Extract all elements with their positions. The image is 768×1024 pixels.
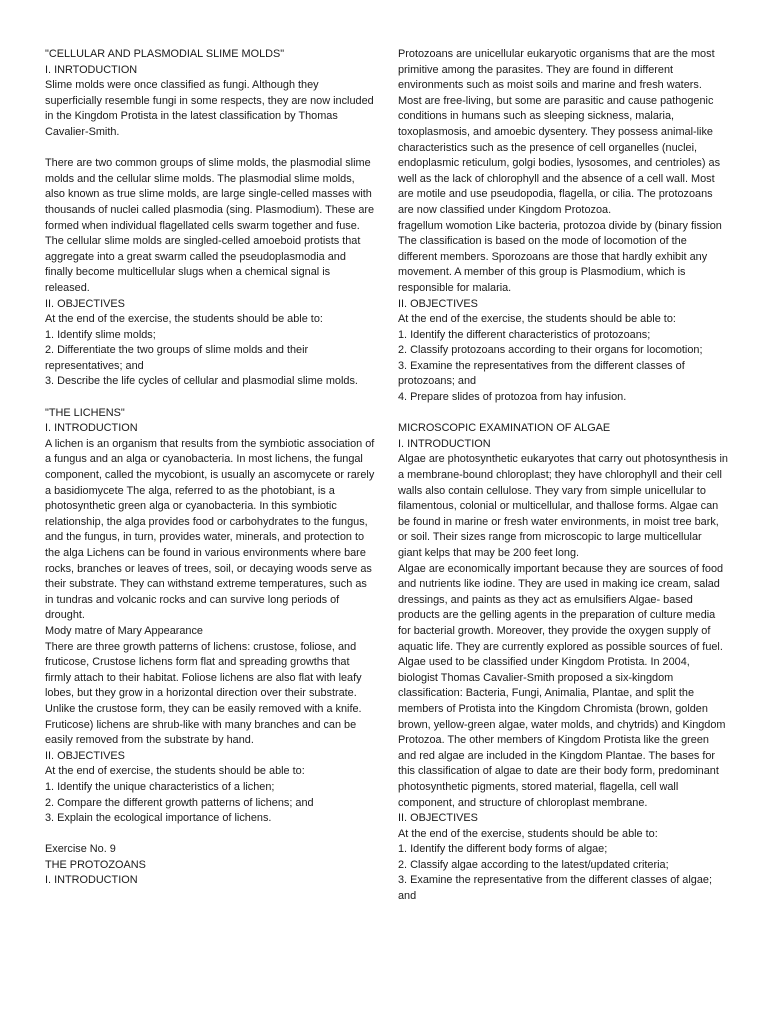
left-paragraph-23: THE PROTOZOANS: [45, 858, 146, 871]
paragraph-spacer: [45, 141, 375, 157]
left-paragraph-16: II. OBJECTIVES: [45, 749, 125, 762]
right-paragraph-11: Algae are photosynthetic eukaryotes that carry out photosynthesis in a membrane-bound chloroplast; they have chlorophyll and their cell walls also contain cellulose. They vary from simple unicellular to filamentous, colonial or multicellular, and thallose forms. Algae can be found in marine or fresh water environments, in moist tree bark, or soil. Their sizes range from microscopic to large multicellular giant kelps that may be 200 feet long.: [398, 453, 728, 559]
paragraph-spacer: [45, 390, 375, 406]
left-paragraph-9: 3. Describe the life cycles of cellular and plasmodial slime molds.: [45, 375, 358, 388]
left-paragraph-11: "THE LICHENS": [45, 406, 125, 419]
left-paragraph-13: A lichen is an organism that results from the symbiotic association of a fungus and an alga or cyanobacteria. In most lichens, the fungal component, called the mycobiont, is usually an ascomycete or rarely a basidiomycete The alga, referred to as the photobiant, is a photosynthetic green alga or cyanobacteria. In this symbiotic relationship, the alga provides food or carbohydrates to the fungus, and the fungus, in turn, provides water, minerals, and protection to the alga Lichens can be found in various environments where bare rocks, branches or leaves of trees, soil, or decaying woods serve as their substrate. They can withstand extreme temperatures, such as in tundras and volcanic rocks and can survive long periods of drought.: [45, 437, 375, 622]
right-paragraph-14: II. OBJECTIVES: [398, 812, 478, 825]
left-paragraph-24: I. INTRODUCTION: [45, 874, 138, 887]
right-paragraph-15: At the end of the exercise, students should be able to:: [398, 827, 658, 840]
left-paragraph-7: 1. Identify slime molds;: [45, 328, 156, 341]
left-paragraph-17: At the end of exercise, the students should be able to:: [45, 765, 305, 778]
right-paragraph-5: 2. Classify protozoans according to their organs for locomotion;: [398, 344, 703, 357]
right-paragraph-10: I. INTRODUCTION: [398, 437, 491, 450]
left-paragraph-18: 1. Identify the unique characteristics of a lichen;: [45, 780, 275, 793]
left-paragraph-19: 2. Compare the different growth patterns of lichens; and: [45, 796, 314, 809]
right-paragraph-16: 1. Identify the different body forms of algae;: [398, 843, 608, 856]
left-paragraph-15: There are three growth patterns of lichens: crustose, foliose, and fruticose, Crustose lichens form flat and spreading growths that firmly attach to their habitat. Foliose lichens are also flat with leafy lobes, but they grow in a horizontal direction over their substrate. Unlike the crustose form, they can be easily removed with a knife. Fruticose) lichens are shrub-like with many branches and can be easily removed from the substrate by hand.: [45, 640, 362, 747]
paragraph-spacer: [398, 406, 728, 422]
right-paragraph-2: II. OBJECTIVES: [398, 297, 478, 310]
right-paragraph-12: Algae are economically important because they are sources of food and nutrients like iodine. They are used in making ice cream, salad dressings, and paints as they act as emulsifiers Algae- based products are the gelling agents in the preparation of culture media for bacterial growth. Moreover, they provide the oxygen supply of aquatic life. They are currently explored as possible sources of fuel.: [398, 562, 724, 653]
left-paragraph-8: 2. Differentiate the two groups of slime molds and their representatives; and: [45, 344, 309, 372]
right-paragraph-17: 2. Classify algae according to the latest/updated criteria;: [398, 858, 669, 871]
right-paragraph-9: MICROSCOPIC EXAMINATION OF ALGAE: [398, 422, 611, 435]
right-paragraph-0: Protozoans are unicellular eukaryotic organisms that are the most primitive among the parasites. They are found in different environments such as moist soils and marine and fresh waters. Most are free-living, but some are parasitic and cause pathogenic conditions in humans such as sleeping sickness, malaria, toxoplasmosis, and amoebic dysentery. They possess animal-like characteristics such as the presence of cell organelles (nuclei, endoplasmic reticulum, golgi bodies, lysosomes, and centrioles) as well as the lack of chlorophyll and the absence of a cell wall. Most are motile and use pseudopodia, flagella, or cilia. The protozoans are now classified under Kingdom Protozoa.: [398, 48, 721, 216]
right-paragraph-3: At the end of the exercise, the students should be able to:: [398, 313, 676, 326]
right-paragraph-6: 3. Examine the representatives from the different classes of protozoans; and: [398, 359, 685, 388]
left-paragraph-12: I. INTRODUCTION: [45, 422, 138, 435]
left-paragraph-4: There are two common groups of slime molds, the plasmodial slime molds and the cellular slime molds. The plasmodial slime molds, also known as true slime molds, are large single-celled masses with thousands of nuclei called plasmodia (sing. Plasmodium). These are formed when individual flagellated cells swarm together and fuse. The cellular slime molds are singled-celled amoeboid protists that aggregate into a great swarm called the pseudoplasmodia and finally become multicellular slugs when a chemical signal is released.: [45, 157, 375, 294]
left-paragraph-2: Slime molds were once classified as fungi. Although they superficially resemble fungi in some respects, they are now included in the Kingdom Protista in the latest classification by Thomas Cavalier-Smith.: [45, 79, 374, 138]
right-paragraph-7: 4. Prepare slides of protozoa from hay infusion.: [398, 391, 627, 404]
right-paragraph-18: 3. Examine the representative from the different classes of algae; and: [398, 874, 712, 903]
left-column: [45, 47, 375, 889]
right-column: [398, 47, 728, 905]
right-paragraph-1: fragellum womotion Like bacteria, protozoa divide by (binary fission The classification is based on the mode of locomotion of the different members. Sporozoans are those that hardly exhibit any movement. A member of this group is Plasmodium, which is responsible for malaria.: [398, 219, 722, 294]
left-paragraph-1: I. INRTODUCTION: [45, 63, 138, 76]
left-paragraph-0: "CELLULAR AND PLASMODIAL SLIME MOLDS": [45, 48, 285, 60]
left-paragraph-14: Mody matre of Mary Appearance: [45, 624, 203, 637]
right-paragraph-4: 1. Identify the different characteristics of protozoans;: [398, 328, 651, 341]
right-paragraph-13: Algae used to be classified under Kingdom Protista. In 2004, biologist Thomas Cavalier-Smith proposed a six-kingdom classification: Bacteria, Fungi, Animalia, Plantae, and split the members of Protista into the Kingdom Chromista (brown, golden brown, yellow-green algae, water molds, and chytrids) and Kingdom Protozoa. The other members of Kingdom Protista like the green and red algae are included in the Kingdom Plantae. The bases for this classification of algae to date are their body form, predominant photosynthetic pigments, stored material, flagella, cell wall component, and structure of chloroplast membrane.: [398, 656, 726, 809]
left-paragraph-20: 3. Explain the ecological importance of lichens.: [45, 812, 272, 825]
left-paragraph-22: Exercise No. 9: [45, 843, 116, 856]
paragraph-spacer: [45, 827, 375, 843]
left-paragraph-5: II. OBJECTIVES: [45, 297, 125, 310]
left-paragraph-6: At the end of the exercise, the students should be able to:: [45, 313, 323, 326]
